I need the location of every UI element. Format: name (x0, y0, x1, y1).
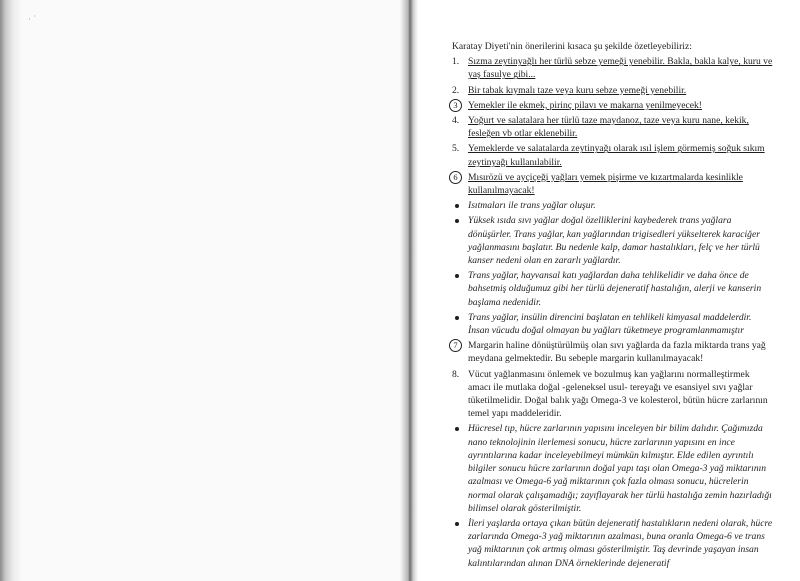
bullet-item (452, 422, 774, 514)
item-number: 4. (452, 115, 460, 127)
bullet-dot (455, 522, 459, 526)
scan-specks: · ˙ (28, 14, 37, 24)
bullet-item (452, 269, 774, 309)
bullet-dot (455, 274, 459, 278)
item-number: 5. (452, 143, 460, 155)
bullet-text: Trans yağlar, insülin direncini başlatan en tehlikeli kimyasal maddelerdir. İnsan vücudu doğal olmayan bu yağları tüketmeye programlanmamıştır (468, 311, 752, 337)
list-item (452, 99, 774, 112)
list-item (452, 368, 774, 421)
item-text: Mısırözü ve ayçiçeği yağları yemek pişirme ve kızartmalarda kesinlikle kullanılmayacak! (468, 171, 743, 197)
intro-paragraph: Karatay Diyeti'nin önerilerini kısaca şu şekilde özetleyebiliriz: (452, 41, 692, 52)
bullet-dot (455, 316, 459, 320)
left-page-edge (0, 0, 22, 581)
list-item (452, 142, 774, 168)
page-text (452, 40, 774, 572)
bullet-item (452, 517, 774, 570)
item-number: 1. (452, 56, 460, 68)
item-text: Yoğurt ve salatalara her türlü taze maydanoz, taze veya kuru nane, kekik, fesleğen vb otlar eklenebilir. (468, 115, 749, 140)
item-text: Sızma zeytinyağlı her türlü sebze yemeği yenebilir. Bakla, bakla kalye, kuru ve yaş fasulye gibi... (468, 56, 773, 81)
bullet-text: Hücresel tıp, hücre zarlarının yapısını inceleyen bir bilim dalıdır. Çağımızda nano teknolojinin ilerlemesi sonucu, hücre zarlarının yapısını en ince ayrıntılarına kadar inceleyebilmeyi mümkün kılmıştır. Elde edilen ayrıntılı bilgiler sonucu hücre zarlarının doğal yapı taşı olan Omega-3 yağ miktarının azalması ve Omega-6 yağ miktarının çok fazla olması sonucu, hücrelerin normal olarak çalışamadığı; zayıflayarak her türlü hastalığa zemin hazırladığı bilimsel olarak gösterilmiştir. (468, 423, 772, 514)
circled-item-number: 6 (449, 171, 462, 184)
bullet-text: Yüksek ısıda sıvı yağlar doğal özelliklerini kaybederek trans yağlara dönüşürler. Trans yağlar, kan yağlarından trigisedleri yükselterek karaciğer yağlanmasını başlatır. Bu nedenle kalp, damar hastalıkları, felç ve her türlü kanser nedeni olan en zararlı yağlardır. (468, 215, 760, 267)
item-text: Yemeklerde ve salatalarda zeytinyağı olarak ısıl işlem görmemiş soğuk sıkım zeytinyağı kullanılabilir. (468, 143, 765, 168)
item-text: Margarin haline dönüştürülmüş olan sıvı yağlarda da fazla miktarda trans yağ meydana gelmektedir. Bu sebeple margarin kullanılmayacak! (468, 340, 766, 365)
item-number: 2. (452, 84, 460, 96)
circled-item-number: 7 (449, 339, 462, 352)
bullet-text: Trans yağlar, hayvansal katı yağlardan daha tehlikelidir ve daha önce de bahsetmiş olduğumuz gibi her türlü dejeneratif hastalığın, alerji ve kanserin başlama nedenidir. (468, 270, 762, 308)
item-text: Vücut yağlanmasını önlemek ve bozulmuş kan yağlarını normalleştirmek amacı ile mutlaka doğal -geleneksel usul- tereyağı ve esansiyel sıvı yağlar tüketilmelidir. Doğal balık yağı Omega-3 ve kolesterol, bütün hücre zarlarının temel yapı maddeleridir. (468, 368, 768, 420)
list-item (452, 339, 774, 365)
circled-item-number: 3 (449, 99, 462, 112)
bullet-text: İleri yaşlarda ortaya çıkan bütün dejeneratif hastalıkların nedeni olarak, hücre zarlarında Omega-3 yağ miktarının azalması, buna oranla Omega-6 ve trans yağ miktarının çok artmış olması gösterilmiştir. Taş devrinde yaşayan insan kalıntılarından alınan DNA örneklerinde dejeneratif (468, 517, 773, 569)
bullet-item (452, 199, 774, 212)
bullet-item (452, 214, 774, 267)
bullet-dot (455, 204, 459, 208)
item-text: Bir tabak kıymalı taze veya kuru sebze yemeği yenebilir. (468, 84, 687, 96)
item-text: Yemekler ile ekmek, pirinç pilavı ve makarna yenilmeyecek! (468, 99, 702, 111)
list-item (452, 114, 774, 140)
list-item (452, 84, 774, 97)
item-number: 8. (452, 368, 460, 380)
list-item (452, 55, 774, 81)
bullet-item (452, 311, 774, 337)
book-gutter (400, 0, 418, 581)
list-item (452, 171, 774, 197)
bullet-text: Isıtmaları ile trans yağlar oluşur. (468, 200, 596, 212)
bullet-dot (455, 427, 459, 431)
bullet-dot (455, 219, 459, 223)
